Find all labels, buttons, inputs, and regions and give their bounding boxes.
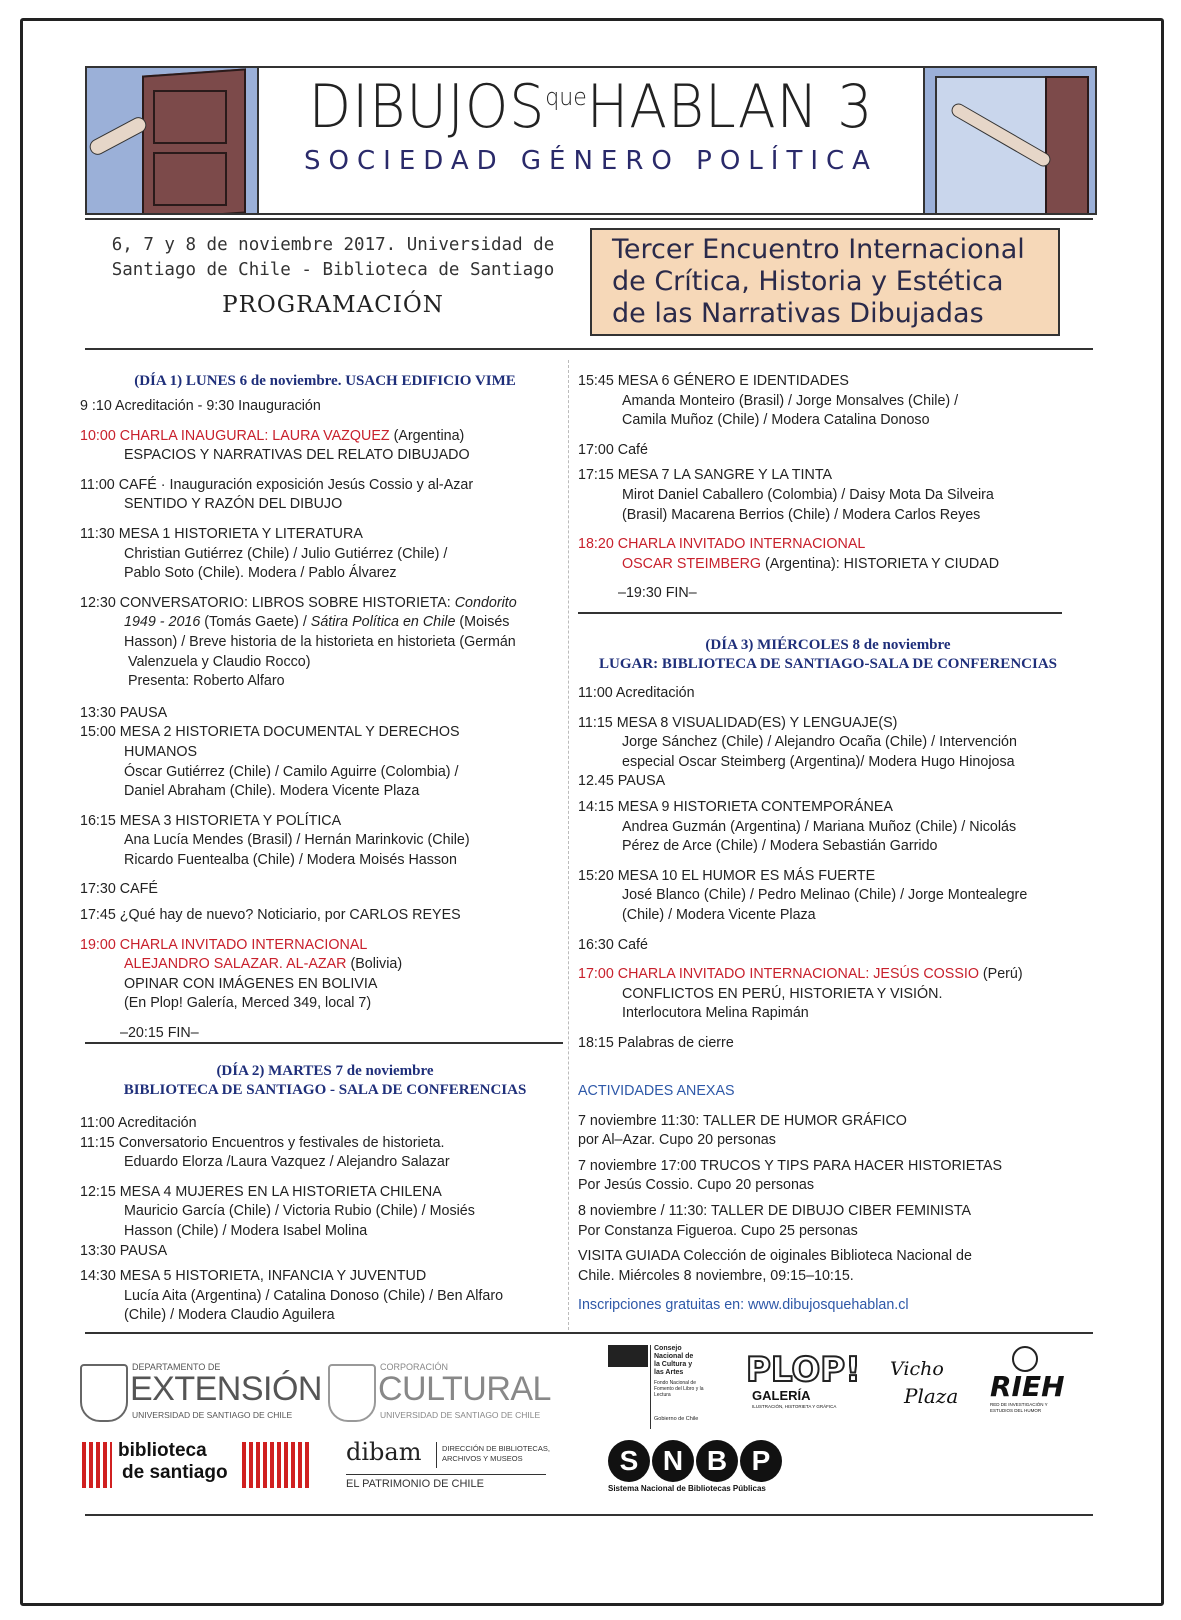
anexa-item: 7 noviembre 11:30: TALLER DE HUMOR GRÁFICO (578, 1112, 907, 1129)
schedule-detail: Pablo Soto (Chile). Modera / Pablo Álvarez (124, 565, 397, 582)
schedule-item: 15:20 MESA 10 EL HUMOR ES MÁS FUERTE (578, 867, 876, 884)
schedule-detail: (Brasil) Macarena Berrios (Chile) / Modera Carlos Reyes (622, 506, 981, 523)
schedule-detail: 1949 - 2016 (Tomás Gaete) / Sátira Política en Chile (Moisés (124, 614, 510, 631)
day2-heading: (DÍA 2) MARTES 7 de noviembre (216, 1063, 434, 1079)
schedule-item: 17:45 ¿Qué hay de nuevo? Noticiario, por CARLOS REYES (80, 907, 461, 924)
programacion-heading: PROGRAMACIÓN (222, 292, 444, 318)
anexa-item: 8 noviembre / 11:30: TALLER DE DIBUJO CIBER FEMINISTA (578, 1202, 972, 1219)
anexa-detail: Por Jesús Cossio. Cupo 20 personas (578, 1177, 815, 1194)
schedule-detail: Mauricio García (Chile) / Victoria Rubio (Chile) / Mosiés (124, 1203, 475, 1220)
schedule-detail: CONFLICTOS EN PERÚ, HISTORIETA Y VISIÓN. (622, 985, 943, 1002)
schedule-detail: Mirot Daniel Caballero (Colombia) / Daisy Mota Da Silveira (622, 486, 994, 503)
day1-heading: (DÍA 1) LUNES 6 de noviembre. USACH EDIFICIO VIME (134, 373, 516, 389)
divider (578, 612, 1062, 614)
extension-logo: DEPARTAMENTO DE EXTENSIÓN UNIVERSIDAD DE SANTIAGO DE CHILE (80, 1362, 320, 1422)
schedule-item: 14:15 MESA 9 HISTORIETA CONTEMPORÁNEA (578, 798, 893, 815)
schedule-detail: José Blanco (Chile) / Pedro Melinao (Chile) / Jorge Montealegre (622, 887, 1028, 904)
day-end: –20:15 FIN– (120, 1025, 199, 1042)
schedule-detail: Ricardo Fuentealba (Chile) / Modera Moisés Hasson (124, 851, 457, 868)
dibam-logo: dibam DIRECCIÓN DE BIBLIOTECAS, ARCHIVOS Y MUSEOS EL PATRIMONIO DE CHILE (346, 1438, 550, 1490)
schedule-detail: Hasson) / Breve historia de la historieta en historieta (Germán (124, 633, 516, 650)
schedule-detail: Lucía Aita (Argentina) / Catalina Donoso (Chile) / Ben Alfaro (124, 1287, 504, 1304)
schedule-item: 19:00 CHARLA INVITADO INTERNACIONAL (80, 936, 368, 953)
anexa-item: VISITA GUIADA Colección de oiginales Biblioteca Nacional de (578, 1248, 972, 1265)
schedule-item: 15:00 MESA 2 HISTORIETA DOCUMENTAL Y DERECHOS (80, 724, 460, 741)
consejo-cultura-logo: Consejo Nacional de la Cultura y las Artes Fondo Nacional de Fomento del Libro y la Lectura Gobierno de Chile (608, 1345, 708, 1431)
letter-b-icon: B (696, 1440, 738, 1482)
schedule-detail: Interlocutora Melina Rapimán (622, 1005, 809, 1022)
anexa-detail: por Al–Azar. Cupo 20 personas (578, 1132, 776, 1149)
biblioteca-santiago-logo: biblioteca de santiago (82, 1440, 322, 1490)
schedule-detail: Ana Lucía Mendes (Brasil) / Hernán Marinkovic (Chile) (124, 832, 470, 849)
barcode-icon (82, 1442, 112, 1488)
letter-s-icon: S (608, 1440, 650, 1482)
schedule-item: 11:00 Acreditación (80, 1115, 197, 1131)
schedule-item: 11:15 Conversatorio Encuentros y festivales de historieta. (80, 1134, 445, 1151)
title-banner (85, 66, 1097, 215)
schedule-item: 9 :10 Acreditación - 9:30 Inauguración (80, 398, 321, 414)
divider (85, 1332, 1093, 1334)
anexa-detail: Chile. Miércoles 8 noviembre, 09:15–10:15. (578, 1267, 854, 1284)
divider (85, 1042, 563, 1044)
schedule-detail: Hasson (Chile) / Modera Isabel Molina (124, 1222, 368, 1239)
schedule-item: 11:30 MESA 1 HISTORIETA Y LITERATURA (80, 525, 363, 542)
university-crest-icon (80, 1364, 128, 1422)
schedule-detail: Camila Muñoz (Chile) / Modera Catalina Donoso (622, 412, 930, 429)
letter-p-icon: P (740, 1440, 782, 1482)
schedule-item: 14:30 MESA 5 HISTORIETA, INFANCIA Y JUVENTUD (80, 1268, 427, 1285)
schedule-detail: Valenzuela y Claudio Rocco) (128, 653, 311, 670)
event-title: $DIBUJOS^{que}HABLAN$ 3 (308, 72, 874, 142)
schedule-item: 11:00 Acreditación (578, 685, 695, 701)
divider (85, 1514, 1093, 1516)
door-left-illustration (87, 68, 259, 213)
schedule-detail: (Chile) / Modera Claudio Aguilera (124, 1307, 335, 1324)
program-right-column (578, 372, 1078, 604)
schedule-detail: (En Plop! Galería, Merced 349, local 7) (124, 995, 372, 1012)
schedule-item: 13:30 PAUSA (80, 1242, 168, 1259)
anexas-section (578, 1082, 1078, 1316)
schedule-detail: (Chile) / Modera Vicente Plaza (622, 906, 816, 923)
schedule-item: 16:15 MESA 3 HISTORIETA Y POLÍTICA (80, 812, 342, 829)
divider (85, 348, 1093, 350)
schedule-item: 17:00 CHARLA INVITADO INTERNACIONAL: JESÚS COSSIO (Perú) (578, 966, 1023, 983)
encuentro-box: Tercer Encuentro Internacional de Crítica, Historia y Estética de las Narrativas Dibujadas (590, 228, 1060, 336)
day2-column (80, 1062, 570, 1326)
rieh-logo: RIEH RED DE INVESTIGACIÓN Y ESTUDIOS DEL HUMOR (990, 1346, 1070, 1422)
letter-n-icon: N (652, 1440, 694, 1482)
snbp-logo: S N B P Sistema Nacional de Bibliotecas Públicas (608, 1440, 788, 1496)
schedule-item: 18:15 Palabras de cierre (578, 1034, 734, 1051)
cultural-logo: CORPORACIÓN CULTURAL UNIVERSIDAD DE SANTIAGO DE CHILE (328, 1362, 568, 1422)
event-dates: 6, 7 y 8 de noviembre 2017. Universidad de Santiago de Chile - Biblioteca de Santiago (111, 235, 555, 280)
schedule-item: 13:30 PAUSA (80, 704, 168, 721)
schedule-item: 11:00 CAFÉ · Inauguración exposición Jesús Cossio y al-Azar (80, 476, 474, 493)
schedule-detail: Óscar Gutiérrez (Chile) / Camilo Aguirre (Colombia) / (124, 763, 459, 780)
schedule-item: 12:15 MESA 4 MUJERES EN LA HISTORIETA CHILENA (80, 1183, 442, 1200)
day-end: –19:30 FIN– (618, 585, 697, 602)
schedule-detail: Daniel Abraham (Chile). Modera Vicente Plaza (124, 783, 420, 800)
schedule-detail: Eduardo Elorza /Laura Vazquez / Alejandro Salazar (124, 1154, 450, 1171)
schedule-detail: HUMANOS (124, 743, 198, 760)
schedule-item: 12:30 CONVERSATORIO: LIBROS SOBRE HISTORIETA: Condorito (80, 594, 517, 611)
schedule-item: 16:30 Café (578, 936, 648, 953)
day2-location: BIBLIOTECA DE SANTIAGO - SALA DE CONFERENCIAS (123, 1082, 527, 1098)
schedule-item: 17:30 CAFÉ (80, 881, 158, 898)
column-divider (568, 360, 569, 1330)
schedule-detail: Andrea Guzmán (Argentina) / Mariana Muñoz (Chile) / Nicolás (622, 818, 1017, 835)
schedule-detail: Presenta: Roberto Alfaro (128, 673, 285, 690)
schedule-detail: ALEJANDRO SALAZAR. AL-AZAR (Bolivia) (124, 956, 403, 973)
schedule-item: 12.45 PAUSA (578, 773, 666, 790)
day3-location: LUGAR: BIBLIOTECA DE SANTIAGO-SALA DE CONFERENCIAS (598, 656, 1057, 672)
day3-heading: (DÍA 3) MIÉRCOLES 8 de noviembre (705, 637, 951, 653)
registration-link[interactable]: Inscripciones gratuitas en: www.dibujosquehablan.cl (578, 1297, 909, 1314)
vicho-plaza-logo: Vicho Plaza (890, 1358, 959, 1408)
schedule-detail: SENTIDO Y RAZÓN DEL DIBUJO (124, 496, 343, 513)
program-left-column (80, 372, 570, 1044)
schedule-item: 17:00 Café (578, 441, 648, 458)
divider (85, 218, 1093, 220)
schedule-item: 17:15 MESA 7 LA SANGRE Y LA TINTA (578, 467, 833, 484)
university-crest-icon (328, 1364, 376, 1422)
schedule-detail: OSCAR STEIMBERG (Argentina): HISTORIETA Y CIUDAD (622, 555, 1000, 572)
schedule-detail: Christian Gutiérrez (Chile) / Julio Gutiérrez (Chile) / (124, 545, 448, 562)
barcode-icon (242, 1442, 312, 1488)
schedule-item: 15:45 MESA 6 GÉNERO E IDENTIDADES (578, 373, 849, 389)
schedule-item: 11:15 MESA 8 VISUALIDAD(ES) Y LENGUAJE(S) (578, 714, 898, 731)
day3-column (578, 636, 1078, 1054)
chile-flag-icon (608, 1345, 648, 1367)
anexas-heading: ACTIVIDADES ANEXAS (578, 1083, 735, 1099)
schedule-item: 10:00 CHARLA INAUGURAL: LAURA VAZQUEZ (Argentina) (80, 427, 465, 444)
smiley-icon (1012, 1346, 1038, 1372)
schedule-detail: Amanda Monteiro (Brasil) / Jorge Monsalves (Chile) / (622, 392, 959, 409)
schedule-detail: Pérez de Arce (Chile) / Modera Sebastián Garrido (622, 838, 938, 855)
event-subtitle: SOCIEDAD GÉNERO POLÍTICA (304, 146, 878, 176)
anexa-item: 7 noviembre 17:00 TRUCOS Y TIPS PARA HACER HISTORIETAS (578, 1157, 1003, 1174)
anexa-detail: Por Constanza Figueroa. Cupo 25 personas (578, 1222, 858, 1239)
schedule-detail: especial Oscar Steimberg (Argentina)/ Modera Hugo Hinojosa (622, 753, 1015, 770)
schedule-item: 18:20 CHARLA INVITADO INTERNACIONAL (578, 536, 866, 553)
door-right-illustration (923, 68, 1095, 213)
schedule-detail: OPINAR CON IMÁGENES EN BOLIVIA (124, 975, 378, 992)
plop-galeria-logo: PLOP! GALERÍA ILUSTRACIÓN, HISTORIETA Y GRÁFICA (746, 1350, 861, 1409)
schedule-detail: ESPACIOS Y NARRATIVAS DEL RELATO DIBUJADO (124, 447, 470, 464)
schedule-detail: Jorge Sánchez (Chile) / Alejandro Ocaña (Chile) / Intervención (622, 734, 1017, 751)
